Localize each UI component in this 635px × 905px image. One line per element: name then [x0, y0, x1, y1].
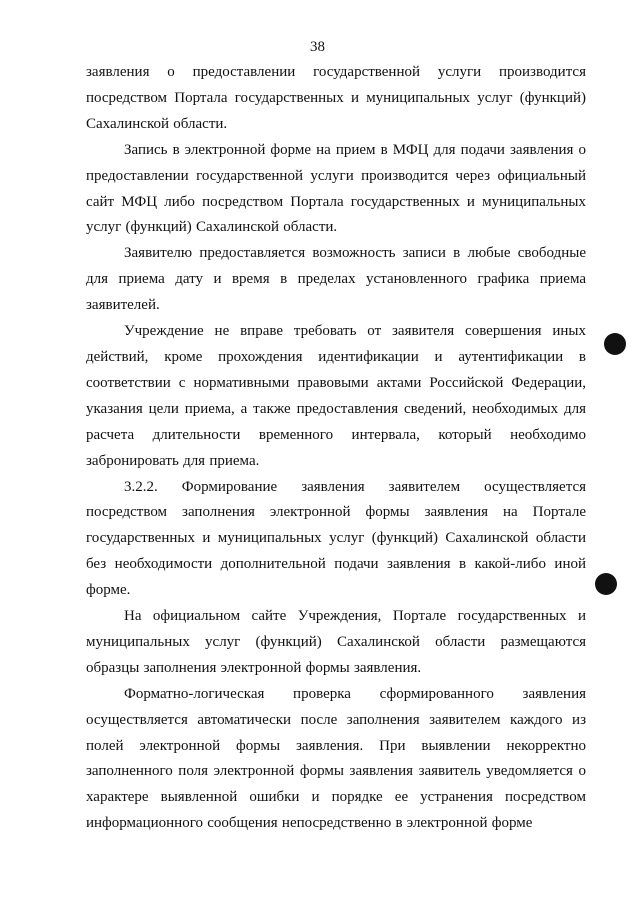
punch-hole-mark: [604, 333, 626, 355]
paragraph-electronic-appointment: Запись в электронной форме на прием в МФЦ для подачи заявления о предоставлении государственной услуги производится через официальный сайт МФЦ либо посредством Портала государственных и муниципальных услуг (функций) Сахалинской области.: [86, 141, 586, 236]
paragraph-samples: На официальном сайте Учреждения, Портале государственных и муниципальных услуг (функций) Сахалинской области размещаются образцы заполнения электронной формы заявления.: [86, 608, 586, 676]
page-number: 38: [310, 39, 325, 55]
body-text: [86, 60, 586, 837]
paragraph-institution-restrictions: Учреждение не вправе требовать от заявителя совершения иных действий, кроме прохождения идентификации и аутентификации в соответствии с нормативными правовыми актами Российской Федерации, указания цели приема, а также предоставления сведений, необходимых для расчета длительности временного интервала, который необходимо забронировать для приема.: [86, 323, 586, 469]
paragraph-continuation: заявления о предоставлении государственной услуги производится посредством Портала государственных и муниципальных услуг (функций) Сахалинской области.: [86, 64, 586, 132]
paragraph-free-slots: Заявителю предоставляется возможность записи в любые свободные для приема дату и время в пределах установленного графика приема заявителей.: [86, 245, 586, 314]
paragraph-3-2-2: 3.2.2. Формирование заявления заявителем осуществляется посредством заполнения электронной формы заявления на Портале государственных и муниципальных услуг (функций) Сахалинской области без необходимости дополнительной подачи заявления в какой-либо иной форме.: [86, 478, 586, 599]
paragraph-format-check: Форматно-логическая проверка сформированного заявления осуществляется автоматически после заполнения заявителем каждого из полей электронной формы заявления. При выявлении некорректно заполненного поля электронной формы заявления заявитель уведомляется о характере выявленной ошибки и порядке ее устранения посредством информационного сообщения непосредственно в электронной форме: [86, 685, 586, 832]
punch-hole-mark: [595, 573, 617, 595]
